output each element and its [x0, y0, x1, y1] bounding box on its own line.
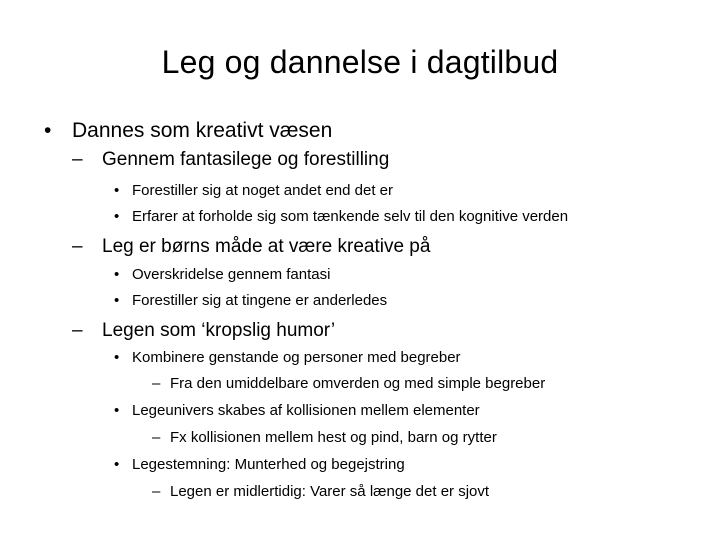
slide-title: Leg og dannelse i dagtilbud [161, 44, 559, 80]
sub-sub-bullet-item: Forestiller sig at tingene er anderledes [132, 292, 388, 309]
dash-icon: – [152, 429, 161, 446]
sub-bullet-item: Leg er børns måde at være kreative på [102, 236, 431, 257]
dash-icon: – [72, 320, 83, 341]
bullet-icon: • [114, 456, 120, 473]
dash-icon: – [152, 483, 161, 500]
bullet-icon: • [114, 349, 120, 366]
sub-sub-bullet-item: Legestemning: Munterhed og begejstring [132, 456, 405, 473]
sub-sub-bullet-item: Forestiller sig at noget andet end det er [132, 182, 393, 199]
sub-bullet-item: Gennem fantasilege og forestilling [102, 149, 390, 170]
bullet-item: Dannes som kreativt væsen [72, 119, 333, 142]
dash-icon: – [152, 375, 161, 392]
dash-icon: – [72, 149, 83, 170]
sub-sub-bullet-item: Legeunivers skabes af kollisionen mellem elementer [132, 402, 480, 419]
bullet-icon: • [44, 119, 52, 142]
bullet-icon: • [114, 266, 120, 283]
dash-icon: – [72, 236, 83, 257]
sub-sub-bullet-item: Overskridelse gennem fantasi [132, 266, 331, 283]
level4-item: Fx kollisionen mellem hest og pind, barn og rytter [170, 429, 497, 446]
sub-sub-bullet-item: Erfarer at forholde sig som tænkende selv til den kognitive verden [132, 208, 569, 225]
bullet-icon: • [114, 182, 120, 199]
bullet-icon: • [114, 402, 120, 419]
level4-item: Fra den umiddelbare omverden og med simple begreber [170, 375, 546, 392]
bullet-icon: • [114, 292, 120, 309]
bullet-icon: • [114, 208, 120, 225]
sub-sub-bullet-item: Kombinere genstande og personer med begreber [132, 349, 461, 366]
sub-bullet-item: Legen som ‘kropslig humor’ [102, 320, 336, 341]
level4-item: Legen er midlertidig: Varer så længe det er sjovt [170, 483, 490, 500]
